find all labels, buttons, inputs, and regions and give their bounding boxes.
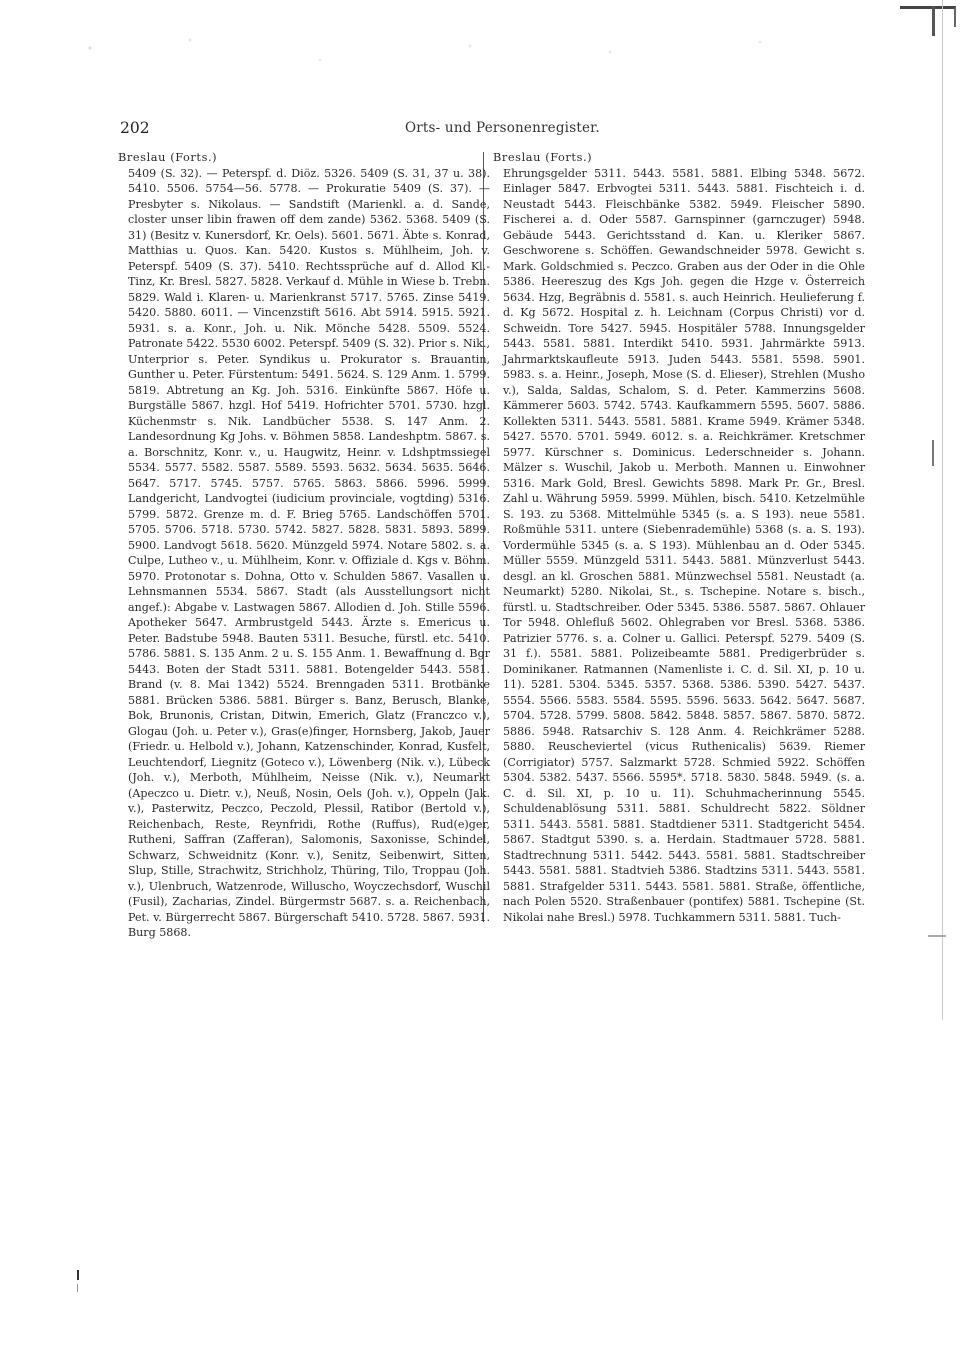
scan-noise (0, 0, 960, 100)
scan-edge-line (942, 0, 943, 1020)
entry-text: 5409 (S. 32). — Peterspf. d. Diöz. 5326. 5409 (S. 31, 37 u. 38). 5410. 5506. 5754—56. 5778. — Prokuratie 5409 (S. 37). — Presbyter s. Nikolaus. — Sandstift (Marienkl. a. d. Sande, closter unser libin frawen off dem zande) 5362. 5368. 5409 (S. 31) (Besitz v. Kunersdorf, Kr. Oels). 5601. 5671. Äbte s. Konrad, Matthias u. Quos. Kan. 5420. Kustos s. Mühlheim, Joh. v. Peterspf. 5409 (S. 37). 5410. Rechtssprüche auf d. Allod Kl.-Tinz, Kr. Bresl. 5827. 5828. Verkauf d. Mühle in Wiese b. Trebn. 5829. Wald i. Klaren- u. Marienkranst 5717. 5765. Zinse 5419. 5420. 5880. 6011. — Vincenzstift 5616. Abt 5914. 5915. 5921. 5931. s. a. Konr., Joh. u. Nik. Mönche 5428. 5509. 5524. Patronate 5422. 5530 6002. Peterspf. 5409 (S. 32). Prior s. Nik., Unterprior s. Peter. Syndikus u. Prokurator s. Brauantin, Gunther u. Peter. Fürstentum: 5491. 5624. S. 129 Anm. 1. 5799. 5819. Abtretung an Kg. Joh. 5316. Einkünfte 5867. Höfe u. Burgställe 5867. hzgl. Hof 5419. Hofrichter 5701. 5730. hzgl. Küchenmstr s. Nik. Landbücher 5538. S. 147 Anm. 2. Landesordnung Kg Johs. v. Böhmen 5858. Landeshptm. 5867. s. a. Borschnitz, Konr. v., u. Haugwitz, Heinr. v. Ldshptmssiegel 5534. 5577. 5582. 5587. 5589. 5593. 5632. 5634. 5635. 5646. 5647. 5717. 5745. 5757. 5765. 5863. 5866. 5996. 5999. Landgericht, Landvogtei (iudicium provinciale, vogtding) 5316. 5799. 5872. Grenze m. d. F. Brieg 5765. Landschöffen 5701. 5705. 5706. 5718. 5730. 5742. 5827. 5828. 5831. 5893. 5899. 5900. Landvogt 5618. 5620. Münzgeld 5974. Notare 5802. s. a. Culpe, Lutheo v., u. Mühlheim, Konr. v. Offiziale d. Kgs v. Böhm. 5970. Protonotar s. Dohna, Otto v. Schulden 5867. Vasallen u. Lehnsmannen 5534. 5867. Stadt (als Ausstellungsort nicht angef.): Abgabe v. Lastwagen 5867. Allodien d. Joh. Stille 5596. Apotheker 5647. Armbrustgeld 5443. Ärzte s. Emericus u. Peter. Badstube 5948. Bauten 5311. Besuche, fürstl. etc. 5410. 5786. 5881. S. 135 Anm. 2 u. S. 155 Anm. 1. Bewaffnung d. Bgr 5443. Boten der Stadt 5311. 5881. Botengelder 5443. 5581. Brand (v. 8. Mai 1342) 5524. Brenngaden 5311. Brotbänke 5881. Brücken 5386. 5881. Bürger s. Banz, Berusch, Blanke, Bok, Brunonis, Cristan, Ditwin, Emerich, Glatz (Franczco v.), Glogau (Joh. u. Peter v.), Gras(e)finger, Hornsberg, Jakob, Jauer (Friedr. u. Helbold v.), Johann, Katzenschinder, Konrad, Kusfelt, Leuchtendorf, Liegnitz (Goteco v.), Löwenberg (Nik. v.), Lübeck (Joh. v.), Merboth, Mühlheim, Neisse (Nik. v.), Neumarkt (Apeczco u. Dietr. v.), Neuß, Nosin, Oels (Joh. v.), Oppeln (Jak. v.), Pasterwitz, Peczco, Peczold, Plessil, Ratibor (Bertold v.), Reichenbach, Reste, Reynfridi, Rothe (Ruffus), Rud(e)ger, Rutheni, Saffran (Zafferan), Salomonis, Saxonisse, Schindel, Schwarz, Schweidnitz (Konr. v.), Senitz, Seibenwirt, Sitten, Slup, Stille, Strachwitz, Strichholz, Thüring, Tilo, Troppau (Joh. v.), Ulenbruch, Watzenrode, Willuscho, Woyczechsdorf, Wuschil (Fusil), Zacharias, Zindel. Bürgermstr 5687. s. a. Reichenbach, Pet. v. Bürgerrecht 5867. Bürgerschaft 5410. 5728. 5867. 5931. Burg 5868. (128, 166, 490, 939)
column-heading: Breslau (Forts.) (493, 151, 593, 164)
scan-mark (932, 440, 934, 466)
entry-text: Ehrungsgelder 5311. 5443. 5581. 5881. Elbing 5348. 5672. Einlager 5847. Erbvogtei 5311. 5443. 5881. Fischteich i. d. Neustadt 5443. Fleischbänke 5382. 5949. Fleischer 5890. Fischerei a. d. Oder 5587. Garnspinner (garnczuger) 5948. Gebäude 5443. Gerichtsstand d. Kan. u. Kleriker 5867. Geschworene s. Schöffen. Gewandschneider 5978. Gewicht s. Mark. Goldschmied s. Peczco. Graben aus der Oder in die Ohle 5386. Heereszug des Kgs Joh. gegen die Hzge v. Österreich 5634. Hzg, Begräbnis d. 5581. s. auch Heinrich. Heulieferung f. d. Kg 5672. Hospital z. h. Leichnam (Corpus Christi) vor d. Schweidn. Tore 5427. 5945. Hospitäler 5788. Innungsgelder 5443. 5581. 5881. Interdikt 5410. 5931. Jahrmärkte 5913. Jahrmarktskaufleute 5913. Juden 5443. 5581. 5598. 5901. 5983. s. a. Heinr., Joseph, Mose (S. d. Elieser), Strehlen (Musho v.), Salda, Saldas, Schalom, S. d. Peter. Kammerzins 5608. Kämmerer 5603. 5742. 5743. Kaufkammern 5595. 5607. 5886. Kollekten 5311. 5443. 5581. 5881. Krame 5949. Krämer 5348. 5427. 5570. 5701. 5949. 6012. s. a. Reichkrämer. Kretschmer 5977. Kürschner s. Dominicus. Lederschneider s. Johann. Mälzer s. Wuschil, Jakob u. Merboth. Mannen u. Einwohner 5316. Mark Gold, Bresl. Gewichts 5898. Mark Pr. Gr., Bresl. Zahl u. Währung 5959. 5999. Mühlen, bisch. 5410. Ketzelmühle S. 193. zu 5368. Mittelmühle 5345 (s. a. S 193). neue 5581. Roßmühle 5311. untere (Siebenrademühle) 5368 (s. a. S. 193). Vordermühle 5345 (s. a. S 193). Mühlenbau an d. Oder 5345. Müller 5559. Münzgeld 5311. 5443. 5881. Münzverlust 5443. desgl. an kl. Groschen 5881. Münzwechsel 5581. Neustadt (a. Neumarkt) 5280. Nikolai, St., s. Tschepine. Notare s. bisch., fürstl. u. Stadtschreiber. Oder 5345. 5386. 5587. 5867. Ohlauer Tor 5948. Ohlefluß 5602. Ohlegraben vor Bresl. 5368. 5386. Patrizier 5776. s. a. Colner u. Gallici. Peterspf. 5279. 5409 (S. 31 f.). 5581. 5881. Polizeibeamte 5881. Predigerbrüder s. Dominikaner. Ratmannen (Namenliste i. C. d. Sil. XI, p. 10 u. 11). 5281. 5304. 5345. 5357. 5368. 5386. 5390. 5427. 5437. 5554. 5566. 5583. 5584. 5595. 5596. 5633. 5642. 5647. 5687. 5704. 5728. 5799. 5808. 5842. 5848. 5857. 5867. 5870. 5872. 5886. 5948. Ratsarchiv S. 128 Anm. 4. Reichkrämer 5288. 5880. Reuscheviertel (vicus Ruthenicalis) 5639. Riemer (Corrigiator) 5757. Salzmarkt 5728. Schmied 5922. Schöffen 5304. 5382. 5437. 5566. 5595*. 5718. 5830. 5848. 5949. (s. a. C. d. Sil. XI, p. 10 u. 11). Schuhmacherinnung 5545. Schuldenablösung 5311. 5881. Schuldrecht 5822. Söldner 5311. 5443. 5581. 5881. Stadtdiener 5311. Stadtgericht 5454. 5867. Stadtgut 5390. s. a. Herdain. Stadtmauer 5728. 5881. Stadtrechnung 5311. 5442. 5443. 5581. 5881. Stadtschreiber 5443. 5581. 5881. Stadtvieh 5386. Stadtzins 5311. 5443. 5581. 5881. Strafgelder 5311. 5443. 5581. 5881. Straße, öffentliche, nach Polen 5520. Straßenbauer (pontifex) 5881. Tschepine (St. Nikolai nahe Bresl.) 5978. Tuchkammern 5311. 5881. Tuch- (503, 166, 865, 924)
scan-mark (928, 935, 946, 937)
scan-mark (77, 1270, 79, 1280)
scan-corner-mark (900, 6, 956, 27)
left-column (118, 150, 490, 941)
scan-mark (77, 1284, 78, 1292)
running-title: Orts- und Personenregister. (405, 120, 600, 136)
right-column (493, 150, 865, 925)
scan-corner-tick (932, 6, 935, 36)
page-header (120, 119, 880, 141)
page-number: 202 (120, 119, 150, 137)
column-heading: Breslau (Forts.) (118, 151, 218, 164)
